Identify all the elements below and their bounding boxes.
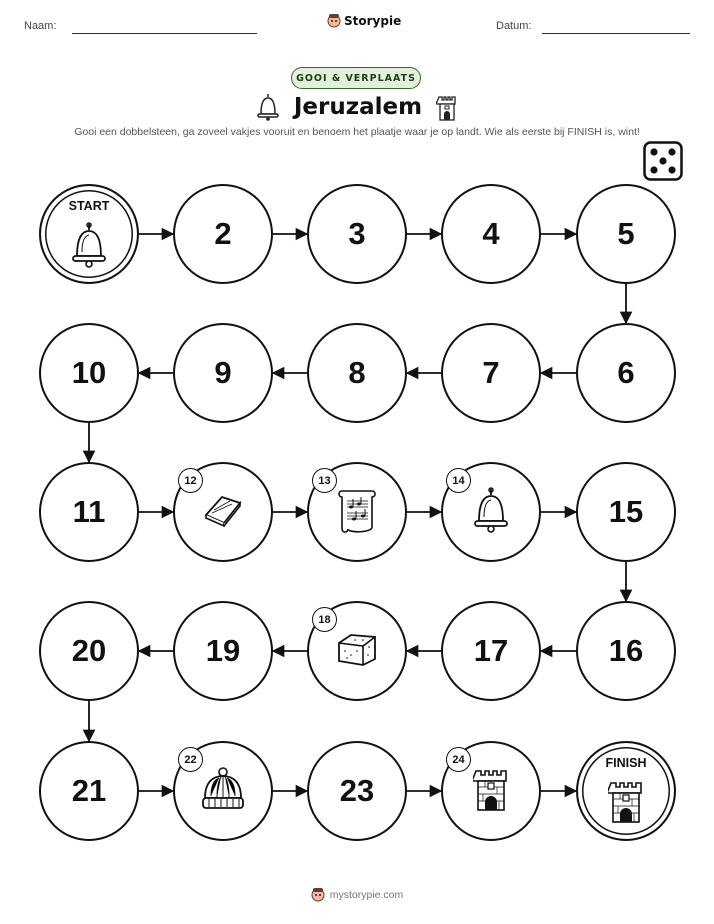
music-scroll-icon	[334, 485, 380, 539]
board-cell-1	[39, 184, 139, 284]
cell-number-badge: 22	[178, 747, 203, 772]
board-cell-11	[39, 462, 139, 562]
cell-number-badge: 24	[446, 747, 471, 772]
cell-number: 4	[482, 216, 500, 251]
stone-block-icon	[333, 629, 381, 673]
game-mode-badge: GOOI & VERPLAATS	[291, 67, 421, 89]
board-cell-17	[441, 601, 541, 701]
board-cell-4	[441, 184, 541, 284]
cell-number: 7	[482, 355, 500, 390]
cell-number: 17	[473, 633, 509, 668]
cell-number: 20	[71, 633, 107, 668]
board-cell-10	[39, 323, 139, 423]
knit-hat-icon	[199, 766, 247, 816]
cell-number: 2	[214, 216, 232, 251]
cell-number-badge: 14	[446, 468, 471, 493]
board-cell-5	[576, 184, 676, 284]
cell-number: 8	[348, 355, 366, 390]
castle-tower-icon	[473, 767, 509, 815]
cell-number: 6	[617, 355, 635, 390]
cell-number-badge: 13	[312, 468, 337, 493]
cell-number: 9	[214, 355, 232, 390]
brand-name: Storypie	[344, 13, 402, 28]
board-cell-2	[173, 184, 273, 284]
footer	[0, 887, 714, 902]
date-label: Datum:	[496, 20, 532, 32]
cell-number: 16	[608, 633, 644, 668]
cell-number: 10	[71, 355, 107, 390]
cell-number: 15	[608, 494, 644, 529]
board-cell-3	[307, 184, 407, 284]
cloth-icon	[202, 493, 244, 531]
board-cell-6	[576, 323, 676, 423]
board-cell-7	[441, 323, 541, 423]
board-cell-9	[173, 323, 273, 423]
page-title: Jeruzalem	[293, 94, 423, 120]
bell-icon	[69, 222, 109, 272]
cell-number: 19	[205, 633, 241, 668]
cell-number: 23	[339, 773, 375, 808]
board-cell-23	[307, 741, 407, 841]
castle-tower-icon	[608, 779, 644, 827]
cell-number-badge: 12	[178, 468, 203, 493]
board-cell-21	[39, 741, 139, 841]
instructions: Gooi een dobbelsteen, ga zoveel vakjes vooruit en benoem het plaatje waar je op landt. Wie als eerste bij FINISH is, wint!	[74, 126, 640, 138]
board-cell-25	[576, 741, 676, 841]
footer-site: mystorypie.com	[329, 888, 404, 901]
name-label: Naam:	[24, 20, 57, 32]
cell-number: 5	[617, 216, 635, 251]
storypie-mascot-icon	[311, 887, 325, 902]
start-caption: START	[68, 199, 110, 213]
cell-number-badge: 18	[312, 607, 337, 632]
board-cell-19	[173, 601, 273, 701]
finish-caption: FINISH	[605, 756, 647, 770]
board-cell-20	[39, 601, 139, 701]
cell-number: 11	[72, 494, 106, 529]
board-cell-15	[576, 462, 676, 562]
board-cell-16	[576, 601, 676, 701]
cell-number: 21	[71, 773, 107, 808]
bell-icon	[471, 487, 511, 537]
cell-number: 3	[348, 216, 366, 251]
board-cell-8	[307, 323, 407, 423]
